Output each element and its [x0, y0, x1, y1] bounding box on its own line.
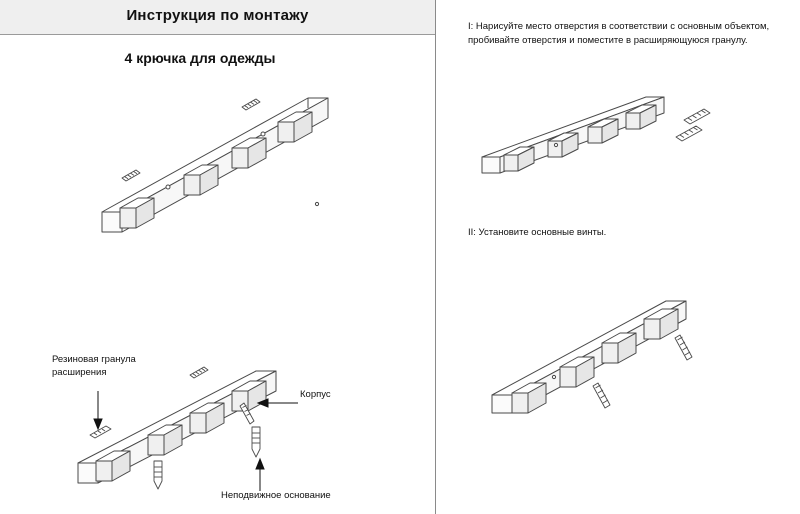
callout-fixed-base-label: Неподвижное основание — [221, 490, 331, 501]
diagram-product-overview — [80, 80, 360, 260]
diagram-step-2 — [480, 285, 790, 435]
page-title: Инструкция по монтажу — [126, 7, 309, 24]
diagram-step-1 — [470, 85, 790, 195]
step-2-text: II: Установите основные винты. — [468, 227, 607, 238]
part-expansion-granule — [90, 426, 111, 438]
callout-expansion-granule-label: Резиновая гранула расширения — [52, 354, 136, 379]
page-subtitle: 4 крючка для одежды — [124, 50, 276, 66]
part-expansion-granule-pair — [676, 109, 710, 141]
step-1-text: I: Нарисуйте место отверстия в соответствии с основным объектом, пробивайте отверстия и поместите в расширяющуюся гранулу. — [468, 21, 770, 46]
panel-divider — [435, 0, 436, 514]
callout-body-label: Корпус — [300, 389, 331, 400]
